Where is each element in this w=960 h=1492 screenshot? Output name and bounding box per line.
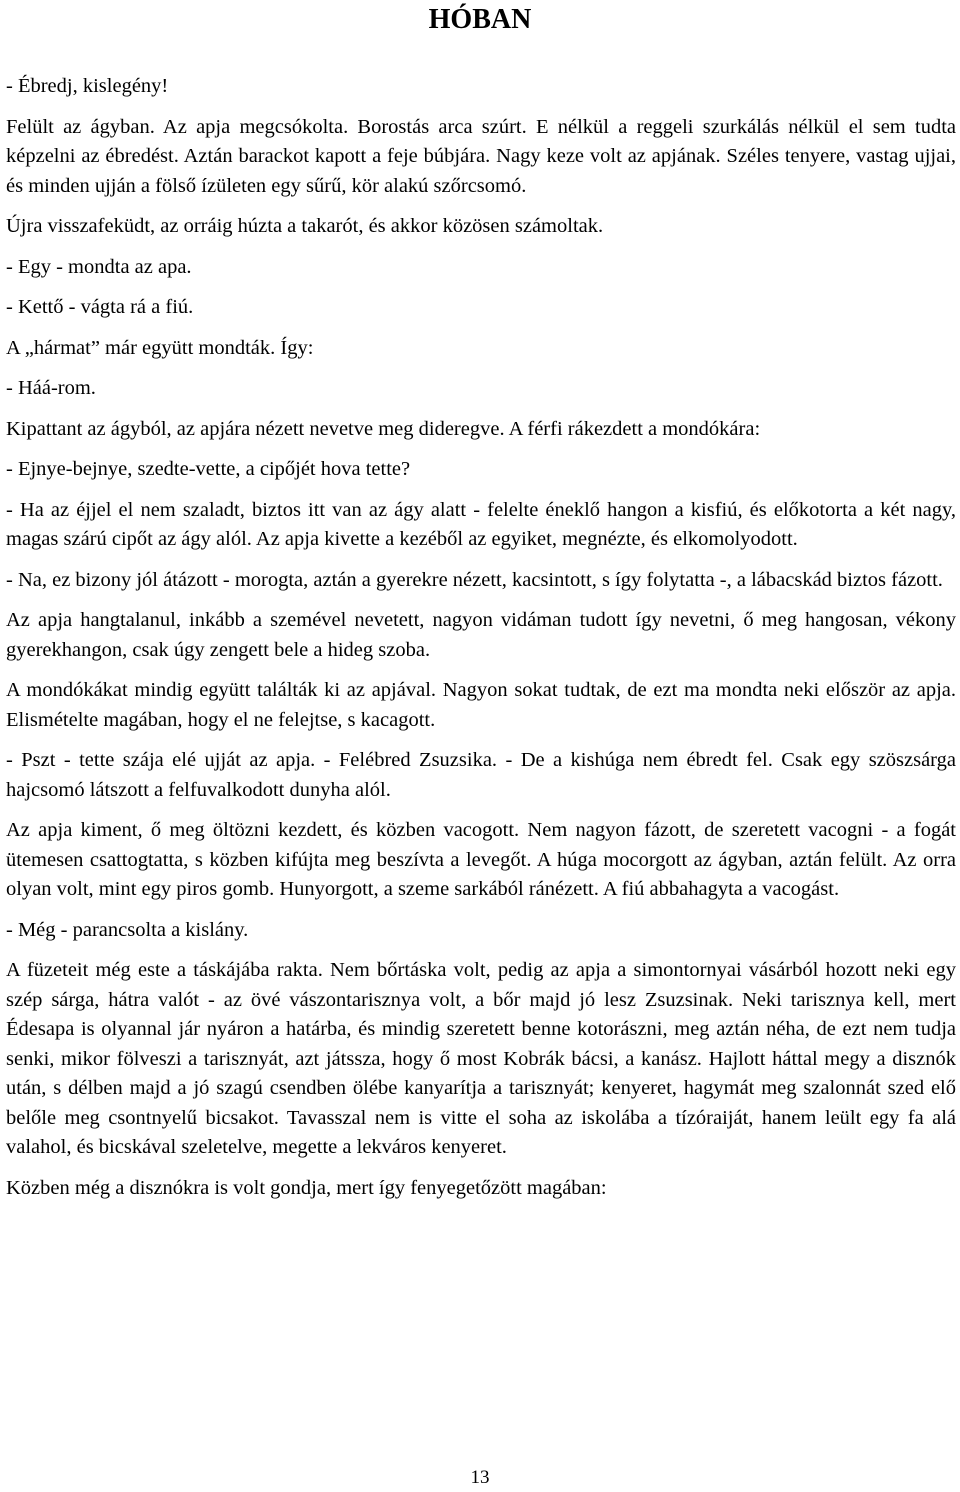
paragraph: Felült az ágyban. Az apja megcsókolta. Borostás arca szúrt. E nélkül a reggeli szurkálás nélkül el sem tudta képzelni az ébredést. Aztán barackot kapott a feje búbjára. Nagy keze volt az apjának. Széles tenyere, vastag ujjai, és minden ujján a fölső ízületen egy sűrű, kör alakú szőrcsomó. <box>6 115 956 197</box>
paragraph: - Háá-rom. <box>6 377 96 399</box>
paragraph: Újra visszafeküdt, az orráig húzta a takarót, és akkor közösen számoltak. <box>6 215 604 237</box>
paragraph: A mondókákat mindig együtt találták ki az apjával. Nagyon sokat tudtak, de ezt ma mondta neki először az apja. Elismételte magában, hogy el ne felejtse, s kacagott. <box>6 679 956 731</box>
paragraph: A füzeteit még este a táskájába rakta. Nem bőrtáska volt, pedig az apja a simontornyai vásárból hozott neki egy szép sárga, hátra valót - az övé vászontarisznya volt, a bőr majd jó lesz Zsuzsinak. Neki tarisznya kell, mert Édesapa is olyannal jár nyáron a határba, és mindig szeretett benne kotorászni, meg aztán néha, de ezt nem tudja senki, mikor fölveszi a tarisznyát, azt játssza, hogy ő most Kobrák bácsi, a kanász. Hajlott háttal megy a disznók után, s délben majd a jó szagú csendben ölébe kanyarítja a tarisznyát; kenyeret, hagymát meg szalonnát szed elő belőle meg csontnyelű bicsakot. Tavasszal nem is vitte el soha az iskolába a tízóraiját, hanem leült egy fa alá valahol, és bicskával szeletelve, megette a lekváros kenyeret. <box>6 959 956 1158</box>
paragraph: - Na, ez bizony jól átázott - morogta, aztán a gyerekre nézett, kacsintott, s így folytatta -, a lábacskád biztos fázott. <box>6 568 943 591</box>
paragraph: - Ha az éjjel el nem szaladt, biztos itt van az ágy alatt - felelte éneklő hangon a kisfiú, és előkotorta a két nagy, magas szárú cipőt az ágy alól. Az apja kivette a kezéből az egyiket, megnézte, és elkomolyodott. <box>6 498 956 550</box>
paragraph: - Pszt - tette szája elé ujját az apja. - Felébred Zsuzsika. - De a kishúga nem ébredt fel. Csak egy szöszsárga hajcsomó látszott a felfuvalkodott dunyha alól. <box>6 749 956 801</box>
story-body <box>6 72 956 1214</box>
paragraph: Közben még a disznókra is volt gondja, mert így fenyegetőzött magában: <box>6 1176 607 1199</box>
page-number: 13 <box>470 1467 490 1488</box>
paragraph: Az apja kiment, ő meg öltözni kezdett, és közben vacogott. Nem nagyon fázott, de szeretett vacogni - a fogát ütemesen csattogtatta, s közben kifújta meg beszívta a levegőt. A húga mocorgott az ágyban, aztán felült. Az orra olyan volt, mint egy piros gomb. Hunyorgott, a szeme sarkából ránézett. A fiú abbahagyta a vacogást. <box>6 819 956 900</box>
paragraph: - Kettő - vágta rá a fiú. <box>6 296 194 318</box>
paragraph: Kipattant az ágyból, az apjára nézett nevetve meg dideregve. A férfi rákezdett a mondókára: <box>6 417 761 440</box>
page-title: HÓBAN <box>428 4 532 35</box>
paragraph: - Egy - mondta az apa. <box>6 255 192 278</box>
paragraph: A „hármat” már együtt mondták. Így: <box>6 336 314 359</box>
paragraph: - Még - parancsolta a kislány. <box>6 918 249 941</box>
paragraph: - Ejnye-bejnye, szedte-vette, a cipőjét hova tette? <box>6 458 411 480</box>
paragraph: Az apja hangtalanul, inkább a szemével nevetett, nagyon vidáman tudott így nevetni, ő meg hangosan, vékony gyerekhangon, csak úgy zengett bele a hideg szoba. <box>6 609 956 661</box>
paragraph: - Ébredj, kislegény! <box>6 75 169 97</box>
